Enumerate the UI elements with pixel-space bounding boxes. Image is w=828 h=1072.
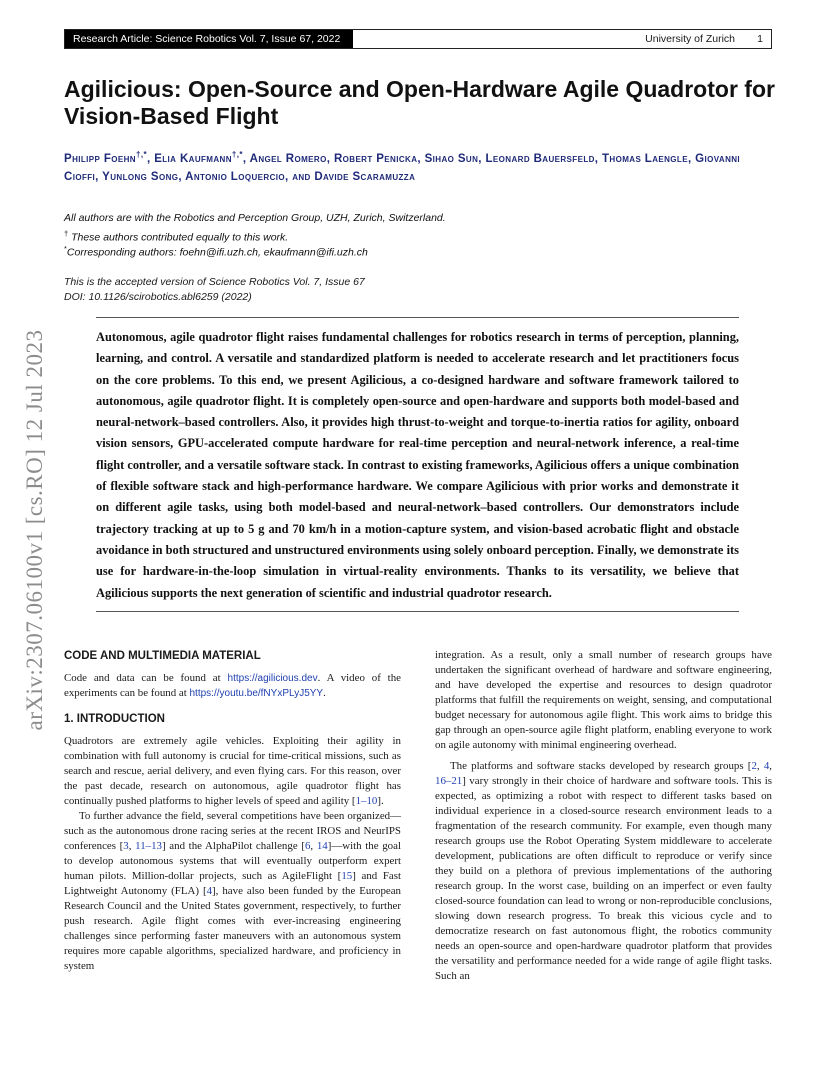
paper-title: Agilicious: Open-Source and Open-Hardware Agile Quadrotor for Vision-Based Flight — [64, 76, 775, 129]
citation-link[interactable]: 15 — [341, 870, 353, 882]
intro-paragraph-2: To further advance the field, several competitions have been organized—such as the autonomous drone racing series at the recent IROS and NeurIPS conferences [3, 11–13] and the AlphaPilot challenge [6, 14]—with the goal to develop autonomous systems that will eventually outperform expert human pilots. Million-dollar projects, such as AgileFlight [15] and Fast Lightweight Autonomy (FLA) [4], have also been funded by the European Research Council and the United States government, respectively, to further push research. Agile flight comes with ever-increasing engineering challenges since performing faster maneuvers with an autonomous system requires more capable algorithms, specialized hardware, and proficiency in system — [64, 810, 402, 972]
running-header — [64, 29, 772, 49]
author-list — [64, 146, 764, 186]
author-name: Antonio Loquercio — [185, 170, 285, 183]
author-separator: , — [147, 152, 155, 165]
author-mark: †,* — [136, 150, 147, 159]
corresponding-authors-note — [64, 241, 764, 259]
journal-header: Research Article: Science Robotics Vol. 7, Issue 67, 2022 — [65, 30, 353, 48]
abstract: Autonomous, agile quadrotor flight raises fundamental challenges for robotics research in terms of perception, planning, learning, and control. A versatile and standardized platform is needed to accelerate research and let practitioners focus on the core problems. To this end, we present Agilicious, a co-designed hardware and software framework tailored to autonomous, agile quadrotor flight. It is completely open-source and open-hardware and supports both model-based and neural-network–based controllers. Also, it provides high thrust-to-weight and torque-to-inertia ratios for agility, onboard vision sensors, GPU-accelerated compute hardware for real-time perception and neural-network inference, a real-time flight controller, and a versatile software stack. In contrast to existing frameworks, Agilicious offers a unique combination of flexible software stack and high-performance hardware. We compare Agilicious with prior works and demonstrate it on different agile tasks, using both model-based and neural-network–based controllers. Our demonstrators include trajectory tracking at up to 5 g and 70 km/h in a motion-capture system, and vision-based acrobatic flight and obstacle avoidance in both structured and unstructured environments using solely onboard perception. Finally, we demonstrate its use for hardware-in-the-loop simulation in virtual-reality environments. Thanks to its versatility, we believe that Agilicious supports the next generation of scientific and industrial quadrotor research. — [96, 330, 739, 600]
citation-link[interactable]: 16–21 — [435, 775, 463, 787]
arxiv-stamp-text: arXiv:2307.06100v1 [cs.RO] 12 Jul 2023 — [22, 329, 47, 731]
institution-header: University of Zurich — [645, 33, 735, 45]
abstract-bottom-rule — [96, 611, 739, 612]
author-mark: †,* — [231, 150, 243, 159]
citation-link[interactable]: 3 — [123, 840, 129, 852]
author-separator: , — [326, 152, 334, 165]
video-link[interactable]: https://youtu.be/fNYxPLyJ5YY — [189, 688, 324, 699]
code-section-heading: CODE AND MULTIMEDIA MATERIAL — [64, 650, 261, 662]
intro-paragraph-1: Quadrotors are extremely agile vehicles. Exploiting their agility in combination with full autonomy is crucial for time-critical missions, such as search and rescue, aerial delivery, and even flying cars. For this reason, over the past decade, research on autonomous, agile quadrotor flight has continually pushed platforms to higher levels of speed and agility [1–10]. — [64, 735, 401, 807]
equal-contribution-text: These authors contributed equally to this work. — [71, 231, 289, 244]
code-link[interactable]: https://agilicious.dev — [227, 673, 318, 684]
intro-paragraph-4: The platforms and software stacks developed by research groups [2, 4, 16–21] vary strongly in their choice of hardware and software tools. This is expected, as optimizing a robot with respect to different tasks based on individual experience in a closed-source research environment leads to a fragmentation of the research community. For example, even though many research groups use the Robot Operating System middleware to accelerate development, publications are often difficult to reproduce or verify since they build on a plethora of previous implementations of the authoring research group. In the worst case, building on an imperfect or even faulty closed-source foundation can lead to wrong or non-reproducible conclusions, slowing down research progress. To break this vicious cycle and to democratize research on fast autonomous flight, the robotics community needs an open-source and open-hardware quadrotor platform that provides the versatility and performance needed for a wide range of agile flight tasks. Such an — [435, 760, 772, 982]
spacer — [64, 701, 401, 711]
author-separator: , and — [285, 170, 315, 183]
citation-link[interactable]: 11–13 — [135, 840, 162, 852]
citation-link[interactable]: 14 — [316, 840, 328, 852]
author-name: Yunlong Song — [102, 170, 179, 183]
author-name: Robert Penicka — [333, 152, 418, 165]
citation-link[interactable]: 4 — [763, 760, 770, 772]
abstract-top-rule — [96, 317, 739, 318]
author-separator: , — [242, 152, 250, 165]
author-name: Philipp Foehn — [64, 152, 136, 165]
version-note — [64, 275, 764, 305]
accepted-version-line: This is the accepted version of Science Robotics Vol. 7, Issue 67 — [64, 276, 365, 288]
intro-paragraph-3: integration. As a result, only a small number of research groups have undertaken the significant overhead of hardware and software engineering, and have developed the expertise and resources to design quadrotor platforms that fulfill the requirements on weight, sensing, and computational budget necessary for autonomous agile flight. This work aims to bridge this gap through an open-source agile flight platform, enabling everyone to work on agile autonomy with minimal engineering overhead. — [435, 649, 772, 751]
citation-link[interactable]: 1–10 — [355, 795, 378, 807]
page-number: 1 — [757, 33, 763, 45]
author-separator: , — [95, 170, 103, 183]
author-separator: , — [178, 170, 186, 183]
author-name: Sihao Sun — [424, 152, 479, 165]
arxiv-stamp — [20, 295, 50, 765]
citation-link[interactable]: 6 — [304, 840, 311, 852]
affiliation-line: All authors are with the Robotics and Perception Group, UZH, Zurich, Switzerland. — [64, 212, 446, 224]
author-name: Giovanni Cioffi — [64, 152, 741, 183]
right-column — [435, 648, 772, 984]
code-paragraph: Code and data can be found at https://agilicious.dev. A video of the experiments can be found at https://youtu.be/fNYxPLyJ5YY. — [64, 672, 401, 699]
author-name: Leonard Bauersfeld — [485, 152, 595, 165]
dagger-mark: † — [64, 229, 69, 238]
author-name: Davide Scaramuzza — [314, 170, 416, 183]
affiliations — [64, 211, 764, 259]
author-separator: , — [687, 152, 696, 165]
introduction-heading: 1. INTRODUCTION — [64, 713, 165, 725]
citation-link[interactable]: 4 — [206, 885, 213, 897]
asterisk-mark: * — [64, 244, 67, 253]
citation-link[interactable]: 2 — [751, 760, 757, 772]
equal-contribution-note — [64, 226, 764, 244]
author-separator: , — [478, 152, 486, 165]
left-column — [64, 648, 401, 974]
corresponding-authors-text: Corresponding authors: foehn@ifi.uzh.ch, ekaufmann@ifi.uzh.ch — [66, 246, 368, 259]
author-separator: , — [417, 152, 425, 165]
author-separator: , — [594, 152, 602, 165]
author-name: Thomas Laengle — [602, 152, 688, 165]
author-name: Elia Kaufmann — [154, 152, 232, 165]
doi-line: DOI: 10.1126/scirobotics.abl6259 (2022) — [64, 291, 252, 303]
author-name: Angel Romero — [249, 152, 327, 165]
